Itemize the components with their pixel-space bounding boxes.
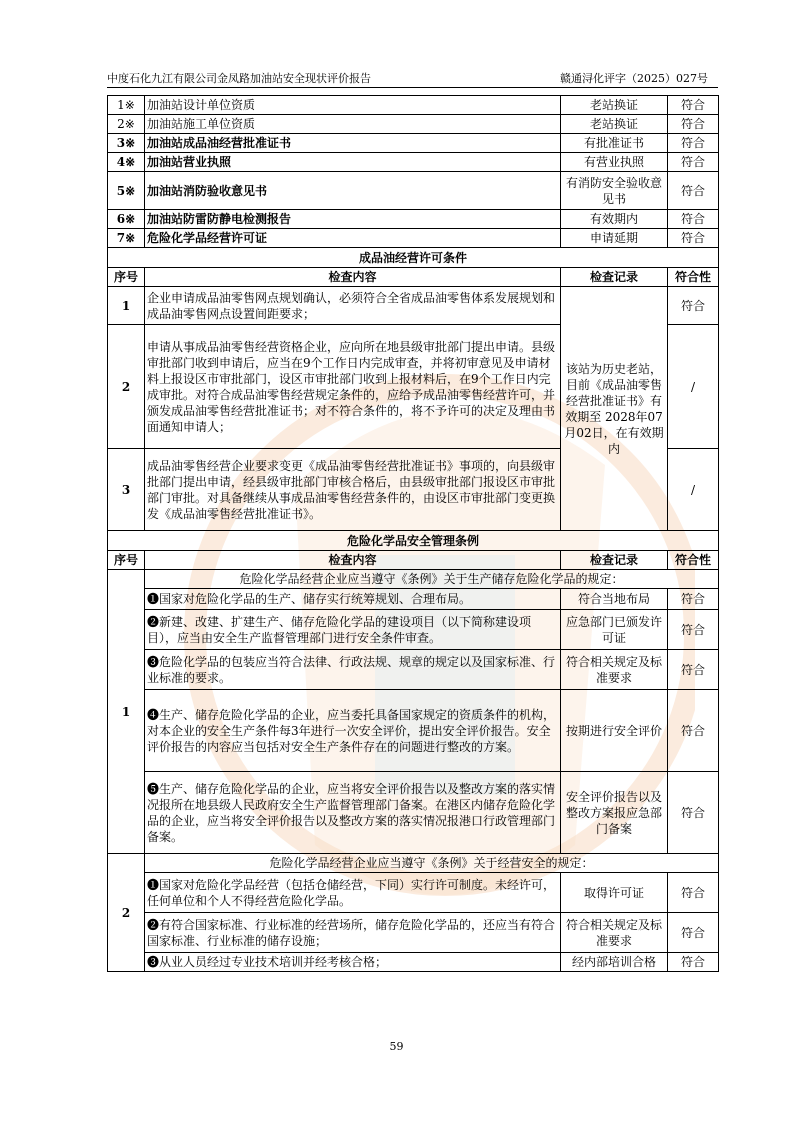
group-no: 2 bbox=[108, 854, 145, 972]
licence-item: 加油站防雷防静电检测报告 bbox=[145, 210, 561, 229]
licence-item: 加油站施工单位资质 bbox=[145, 115, 561, 134]
licence-row bbox=[108, 96, 719, 115]
item-record: 安全评价报告以及整改方案报应急部门备案 bbox=[561, 772, 668, 854]
col-header-result: 符合性 bbox=[668, 268, 719, 287]
row-no: 2 bbox=[108, 325, 145, 449]
item-record: 经内部培训合格 bbox=[561, 953, 668, 972]
header-divider bbox=[107, 87, 718, 88]
col-header-no: 序号 bbox=[108, 268, 145, 287]
item-result: 符合 bbox=[668, 589, 719, 610]
row-result: / bbox=[668, 449, 719, 531]
section-hazchem bbox=[108, 531, 719, 972]
licence-rows bbox=[108, 96, 719, 248]
licence-result: 符合 bbox=[668, 172, 719, 210]
item-result: 符合 bbox=[668, 650, 719, 690]
licence-row bbox=[108, 115, 719, 134]
item-result: 符合 bbox=[668, 772, 719, 854]
page-number: 59 bbox=[389, 1040, 404, 1053]
item-record: 符合相关规定及标准要求 bbox=[561, 913, 668, 953]
item-content: ❶国家对危险化学品经营（包括仓储经营，下同）实行许可制度。未经许可，任何单位和个人不得经营危险化学品。 bbox=[145, 873, 561, 913]
item-record: 取得许可证 bbox=[561, 873, 668, 913]
item-content: ❷有符合国家标准、行业标准的经营场所，储存危险化学品的，还应当有符合国家标准、行业标准的储存设施； bbox=[145, 913, 561, 953]
item-content: ❹生产、储存危险化学品的企业，应当委托具备国家规定的资质条件的机构，对本企业的安全生产条件每3年进行一次安全评价，提出安全评价报告。安全评价报告的内容应当包括对安全生产条件存在的问题进行整改的方案。 bbox=[145, 690, 561, 772]
item-record: 符合当地布局 bbox=[561, 589, 668, 610]
licence-item: 加油站消防验收意见书 bbox=[145, 172, 561, 210]
col-header-content: 检查内容 bbox=[145, 551, 561, 570]
section-title: 成品油经营许可条件 bbox=[108, 248, 719, 268]
licence-record: 申请延期 bbox=[561, 229, 668, 248]
row-content: 成品油零售经营企业要求变更《成品油零售经营批准证书》事项的，向县级审批部门提出申请，经县级审批部门审核合格后，由县级审批部门报设区市审批部门审批。对具备继续从事成品油零售经营条件的，由设区市审批部门变更换发《成品油零售经营批准证书》。 bbox=[145, 449, 561, 531]
group-heading: 危险化学品经营企业应当遵守《条例》关于经营安全的规定： bbox=[145, 854, 719, 873]
licence-result: 符合 bbox=[668, 96, 719, 115]
item-content: ❶国家对危险化学品的生产、储存实行统筹规划、合理布局。 bbox=[145, 589, 561, 610]
item-result: 符合 bbox=[668, 873, 719, 913]
item-record: 按期进行安全评价 bbox=[561, 690, 668, 772]
licence-item: 危险化学品经营许可证 bbox=[145, 229, 561, 248]
licence-no: 2※ bbox=[108, 115, 145, 134]
section-oil-licence bbox=[108, 248, 719, 531]
licence-no: 7※ bbox=[108, 229, 145, 248]
merged-record: 该站为历史老站，目前《成品油零售经营批准证书》有效期至 2028年07月02日，在有效期内 bbox=[561, 287, 668, 531]
licence-result: 符合 bbox=[668, 210, 719, 229]
licence-record: 有批准证书 bbox=[561, 134, 668, 153]
licence-no: 3※ bbox=[108, 134, 145, 153]
col-header-result: 符合性 bbox=[668, 551, 719, 570]
col-header-content: 检查内容 bbox=[145, 268, 561, 287]
item-content: ❸从业人员经过专业技术培训并经考核合格； bbox=[145, 953, 561, 972]
licence-record: 有消防安全验收意见书 bbox=[561, 172, 668, 210]
licence-no: 1※ bbox=[108, 96, 145, 115]
report-number-header: 赣通浔化评字（2025）027号 bbox=[560, 72, 708, 85]
licence-row bbox=[108, 153, 719, 172]
licence-result: 符合 bbox=[668, 134, 719, 153]
col-header-no: 序号 bbox=[108, 551, 145, 570]
licence-result: 符合 bbox=[668, 229, 719, 248]
licence-record: 有营业执照 bbox=[561, 153, 668, 172]
item-content: ❺生产、储存危险化学品的企业，应当将安全评价报告以及整改方案的落实情况报所在地县级人民政府安全生产监督管理部门备案。在港区内储存危险化学品的企业，应当将安全评价报告以及整改方案的落实情况报港口行政管理部门备案。 bbox=[145, 772, 561, 854]
item-result: 符合 bbox=[668, 913, 719, 953]
col-header-record: 检查记录 bbox=[561, 268, 668, 287]
item-result: 符合 bbox=[668, 690, 719, 772]
report-title-header: 中度石化九江有限公司金凤路加油站安全现状评价报告 bbox=[107, 72, 371, 85]
licence-no: 6※ bbox=[108, 210, 145, 229]
licence-row bbox=[108, 172, 719, 210]
item-result: 符合 bbox=[668, 610, 719, 650]
row-no: 1 bbox=[108, 287, 145, 325]
licence-no: 5※ bbox=[108, 172, 145, 210]
licence-record: 老站换证 bbox=[561, 115, 668, 134]
item-content: ❸危险化学品的包装应当符合法律、行政法规、规章的规定以及国家标准、行业标准的要求。 bbox=[145, 650, 561, 690]
licence-row bbox=[108, 134, 719, 153]
licence-item: 加油站设计单位资质 bbox=[145, 96, 561, 115]
licence-item: 加油站成品油经营批准证书 bbox=[145, 134, 561, 153]
licence-no: 4※ bbox=[108, 153, 145, 172]
licence-row bbox=[108, 210, 719, 229]
group-heading: 危险化学品经营企业应当遵守《条例》关于生产储存危险化学品的规定： bbox=[145, 570, 719, 589]
licence-row bbox=[108, 229, 719, 248]
item-record: 应急部门已颁发许可证 bbox=[561, 610, 668, 650]
row-content: 企业申请成品油零售网点规划确认，必须符合全省成品油零售体系发展规划和成品油零售网点设置间距要求； bbox=[145, 287, 561, 325]
row-no: 3 bbox=[108, 449, 145, 531]
evaluation-table bbox=[107, 95, 719, 972]
licence-record: 有效期内 bbox=[561, 210, 668, 229]
licence-record: 老站换证 bbox=[561, 96, 668, 115]
row-result: / bbox=[668, 325, 719, 449]
licence-result: 符合 bbox=[668, 115, 719, 134]
item-record: 符合相关规定及标准要求 bbox=[561, 650, 668, 690]
licence-item: 加油站营业执照 bbox=[145, 153, 561, 172]
row-result: 符合 bbox=[668, 287, 719, 325]
row-content: 申请从事成品油零售经营资格企业，应向所在地县级审批部门提出申请。县级审批部门收到申请后，应当在9个工作日内完成审查，并将初审意见及申请材料上报设区市审批部门，设区市审批部门收到上报材料后，在9个工作日内完成审批。对符合成品油零售经营规定条件的，应给予成品油零售经营许可，并颁发成品油零售经营批准证书；对不符合条件的，将不予许可的决定及理由书面通知申请人； bbox=[145, 325, 561, 449]
licence-result: 符合 bbox=[668, 153, 719, 172]
item-content: ❷新建、改建、扩建生产、储存危险化学品的建设项目（以下简称建设项目），应当由安全生产监督管理部门进行安全条件审查。 bbox=[145, 610, 561, 650]
group-no: 1 bbox=[108, 570, 145, 854]
item-result: 符合 bbox=[668, 953, 719, 972]
section-title: 危险化学品安全管理条例 bbox=[108, 531, 719, 551]
col-header-record: 检查记录 bbox=[561, 551, 668, 570]
